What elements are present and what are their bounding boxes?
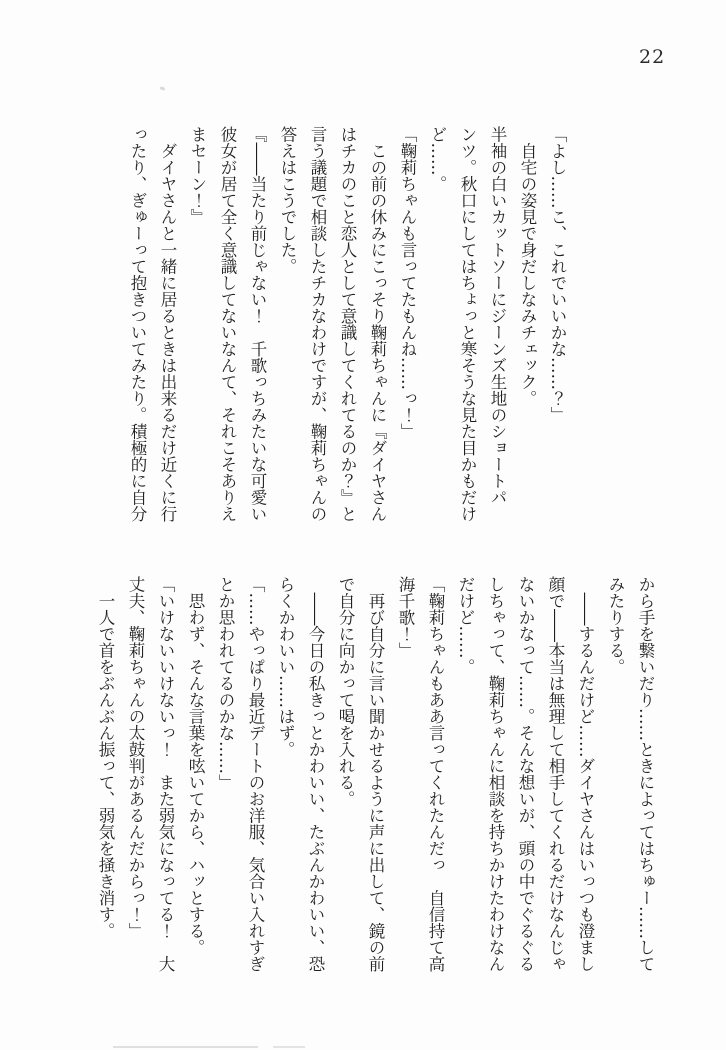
text-column: ――するんだけど……ダイヤさんはいっつも澄まし xyxy=(576,576,595,972)
scan-artifact-line xyxy=(113,1046,258,1048)
text-column: 自宅の姿見で身だしなみチェック。 xyxy=(518,126,537,407)
text-column: 「いけないいけないっ！ また弱気になってる！ 大 xyxy=(156,576,175,972)
scan-artifact-line xyxy=(273,1046,305,1048)
text-column: 「鞠莉ちゃんも言ってたもんね……っ！」 xyxy=(398,126,417,440)
text-column: 一人で首をぶんぶん振って、弱気を掻き消す。 xyxy=(96,576,115,939)
text-column: まセーン！』 xyxy=(188,126,207,225)
text-column: 「……やっぱり最近デートのお洋服、気合い入れすぎ xyxy=(246,576,265,972)
text-column: ったり、ぎゅーって抱きついてみたり。積極的に自分 xyxy=(128,126,147,522)
text-column: から手を繋いだり……ときによってはちゅー……して xyxy=(636,576,655,972)
text-column: だけど……。 xyxy=(456,576,475,675)
text-column: とか思われてるのかな……」 xyxy=(216,576,235,791)
text-column: 言う議題で相談したチカなわけですが、鞠莉ちゃんの xyxy=(308,126,327,522)
text-column: はチカのこと恋人として意識してくれてるのか？』と xyxy=(338,126,357,522)
text-column: らくかわいい……はず。 xyxy=(276,576,295,758)
text-column: 半袖の白いカットソーにジーンズ生地のショートパ xyxy=(488,126,507,506)
text-column: 思わず、そんな言葉を呟いてから、ハッとする。 xyxy=(186,576,205,956)
scan-artifact-dot xyxy=(160,86,166,91)
text-column: 『――当たり前じゃない！ 千歌っちみたいな可愛い xyxy=(248,126,267,522)
text-column: 彼女が居て全く意識してないなんて、それこそありえ xyxy=(218,126,237,522)
text-column: ど……。 xyxy=(428,126,447,192)
text-column: 「鞠莉ちゃんもああ言ってくれたんだっ 自信持て高 xyxy=(426,576,445,972)
text-column: 再び自分に言い聞かせるように声に出して、鏡の前 xyxy=(366,576,385,972)
text-column: ないかなって……。そんな想いが、頭の中でぐるぐる xyxy=(516,576,535,972)
page-number: 22 xyxy=(639,46,666,68)
text-column: 丈夫、鞠莉ちゃんの太鼓判があるんだからっ！」 xyxy=(126,576,145,939)
text-column: 海千歌！」 xyxy=(396,576,415,659)
upper-text-block xyxy=(122,126,572,540)
text-column: 「よし……こ、これでいいかな……？」 xyxy=(548,126,567,423)
lower-text-block xyxy=(90,576,660,990)
text-column: ダイヤさんと一緒に居るときは出来るだけ近くに行 xyxy=(158,126,177,522)
text-column: ――今日の私きっとかわいい、たぶんかわいい、恐 xyxy=(306,576,325,972)
text-column: この前の休みにこっそり鞠莉ちゃんに『ダイヤさん xyxy=(368,126,387,522)
text-column: 答えはこうでした。 xyxy=(278,126,297,275)
text-column: しちゃって、鞠莉ちゃんに相談を持ちかけたわけなん xyxy=(486,576,505,972)
text-column: 顔で――本当は無理して相手してくれるだけなんじゃ xyxy=(546,576,565,972)
text-column: ンツ。秋口にしてはちょっと寒そうな見た目かもだけ xyxy=(458,126,477,522)
text-column: みたりする。 xyxy=(606,576,625,675)
text-column: で自分に向かって喝を入れる。 xyxy=(336,576,355,807)
